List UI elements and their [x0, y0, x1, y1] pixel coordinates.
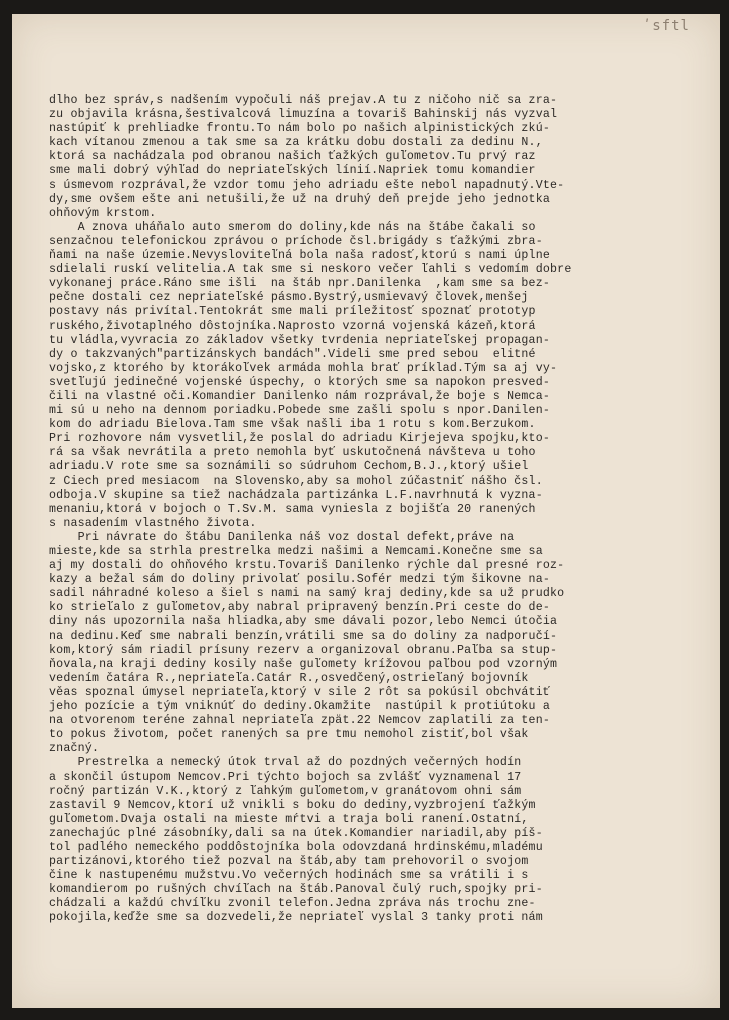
document-page — [12, 14, 720, 1008]
text-line: diny nás upozornila naša hliadka,aby sme dávali pozor,lebo Nemci útočia — [49, 615, 558, 629]
text-line: značný. — [49, 742, 100, 756]
text-line: senzačnou telefonickou zprávou o príchode čsl.brigády s ťažkými zbra- — [49, 234, 543, 248]
text-line: postavy nás privítal.Tentokrát sme mali príležitosť spoznať prototyp — [49, 305, 536, 319]
paragraph-3 — [49, 531, 699, 757]
text-line: Pri návrate do štábu Danilenka náš voz dostal defekt,práve na — [49, 530, 515, 544]
text-line: kom,ktorý sám riadil prísuny rezerv a organizoval obranu.Paľba sa stup- — [49, 643, 558, 657]
text-line: dy o takzvaných"partizánskych bandách".Videli sme pred sebou elitné — [49, 347, 536, 361]
text-line: tu vládla,vyvracia zo základov všetky tvrdenia nepriateľskej propagan- — [49, 333, 551, 347]
text-line: Pri rozhovore nám vysvetlil,že poslal do adriadu Kirjejeva spojku,kto- — [49, 432, 551, 446]
text-line: tol padlého nemeckého poddôstojníka bola odovzdaná hrdinskému,mladému — [49, 840, 543, 854]
text-line: A znova uháňalo auto smerom do doliny,kde nás na štábe čakali so — [49, 220, 536, 234]
text-line: ktorá sa nachádzala pod obranou našich ťažkých guľometov.Tu prvý raz — [49, 150, 536, 164]
text-line: čine k nastupenému mužstvu.Vo večerných hodinách sme sa vrátili i s — [49, 869, 529, 883]
text-line: svetľujú jedinečné vojenské úspechy, o ktorých sme sa napokon presved- — [49, 375, 551, 389]
text-line: pečne dostali cez nepriateľské pásmo.Bystrý,usmievavý človek,menšej — [49, 291, 529, 305]
text-line: nastúpiť k prehliadke frontu.To nám bolo po našich alpinistických zkú- — [49, 122, 551, 136]
text-line: ňovala,na kraji dediny kosily naše guľomety krížovou paľbou pod vzorným — [49, 657, 558, 671]
typewritten-text-body — [49, 94, 699, 926]
text-line: odboja.V skupine sa tiež nachádzala partizánka L.F.navrhnutá k vyzna- — [49, 488, 543, 502]
text-line: partizánovi,ktorého tiež pozval na štáb,aby tam prehovoril o svojom — [49, 855, 529, 869]
text-line: s úsmevom rozprával,že vzdor tomu jeho adriadu ešte nebol napadnutý.Vte- — [49, 178, 565, 192]
text-line: dlho bez správ,s nadšením vypočuli náš prejav.A tu z ničoho nič sa zra- — [49, 94, 558, 107]
text-line: komandierom po rušných chvíľach na štáb.Panoval čulý ruch,spojky pri- — [49, 883, 543, 897]
text-line: ňami na naše územie.Nevysloviteľná bola naša radosť,ktorú s nami úplne — [49, 249, 551, 263]
text-line: zu objavila krásna,šestivalcová limuzína a tovariš Bahinskij nás vyzval — [49, 108, 558, 122]
text-line: to pokus životom, počet ranených sa pre tmu nemohol zistiť,bol však — [49, 728, 529, 742]
text-line: z Čiech pred mesiacom na Slovensko,aby sa mohol zúčastniť nášho čsl. — [49, 474, 543, 488]
corner-handwritten-mark: ʹsftl — [642, 18, 690, 34]
text-line: vojsko,z ktorého by ktorákoľvek armáda mohla brať príklad.Tým sa aj vy- — [49, 361, 558, 375]
paragraph-1 — [49, 94, 699, 221]
text-line: kazy a bežal sám do doliny privolať posilu.Šofér medzi tým šikovne na- — [49, 573, 551, 587]
paragraph-2 — [49, 221, 699, 531]
text-line: čili na vlastné oči.Komandier Danilenko nám rozprával,že boje s Nemca- — [49, 389, 551, 403]
text-line: rá sa však nevrátila a preto nemohla byť uskutočnená návšteva u toho — [49, 446, 536, 460]
text-line: ročný partizán V.K.,ktorý z ľahkým guľometom,v granátovom ohni sám — [49, 784, 522, 798]
text-line: adriadu.V rote sme sa soznámili so súdruhom Čechom,B.J.,ktorý ušiel — [49, 460, 529, 474]
text-line: s nasadením vlastného života. — [49, 516, 257, 530]
text-line: kom do adriadu Bielova.Tam sme však našli iba 1 rotu s kom.Berzukom. — [49, 418, 536, 432]
paragraph-4 — [49, 756, 699, 925]
text-line: ko strieľalo z guľometov,aby nabral pripravený benzín.Pri ceste do de- — [49, 601, 551, 615]
text-line: sdielali ruskí velitelia.A tak sme si neskoro večer ľahli s vedomím dobre — [49, 263, 572, 277]
text-line: jeho pozície a tým vniknúť do dediny.Okamžite nastúpil k protiútoku a — [49, 700, 551, 714]
text-line: na dedinu.Keď sme nabrali benzín,vrátili sme sa do doliny za nadporučí- — [49, 629, 558, 643]
text-line: zastavil 9 Nemcov,ktorí už vnikli s boku do dediny,vyzbrojení ťažkým — [49, 798, 536, 812]
text-line: sadil náhradné koleso a šiel s nami na samý kraj dediny,kde sa už prudko — [49, 587, 565, 601]
text-line: mi sú u neho na dennom poriadku.Pobede sme zašli spolu s npor.Danilen- — [49, 404, 551, 418]
text-line: zanechajúc plné zásobníky,dali sa na útek.Komandier nariadil,aby píš- — [49, 826, 543, 840]
text-line: menaniu,ktorá v bojoch o T.Sv.M. sama vyniesla z bojišťa 20 ranených — [49, 502, 536, 516]
text-line: vedením čatára R.,nepriateľa.Čatár R.,osvedčený,ostrieľaný bojovník — [49, 671, 529, 685]
text-line: na otvorenom teréne zahnal nepriateľa zpät.22 Nemcov zaplatili za ten- — [49, 714, 551, 728]
text-line: aj my dostali do ohňového krstu.Tovariš Danilenko rýchle dal presné roz- — [49, 559, 565, 573]
text-line: věas spoznal úmysel nepriateľa,ktorý v sile 2 rôt sa pokúsil obchvátiť — [49, 685, 551, 699]
text-line: chádzali a každú chvíľku zvonil telefon.Jedna zpráva nás trochu zne- — [49, 897, 536, 911]
text-line: ohňovým krstom. — [49, 206, 157, 220]
text-line: Prestrelka a nemecký útok trval až do pozdných večerných hodín — [49, 756, 522, 770]
text-line: pokojila,keďže sme sa dozvedeli,že nepriateľ vyslal 3 tanky proti nám — [49, 911, 543, 925]
text-line: vykonanej práce.Ráno sme išli na štáb npr.Danilenka ,kam sme sa bez- — [49, 277, 551, 291]
text-line: mieste,kde sa strhla prestrelka medzi našimi a Nemcami.Konečne sme sa — [49, 545, 543, 558]
text-line: kach vítanou zmenou a tak sme sa za krátku dobu dostali za dedinu N., — [49, 136, 543, 150]
text-line: dy,sme ovšem ešte ani netušili,že už na druhý deň prejde jeho jednotka — [49, 192, 551, 206]
text-line: sme mali dobrý výhľad do nepriateľských línií.Napriek tomu komandier — [49, 164, 536, 178]
text-line: guľometom.Dvaja ostali na mieste mŕtvi a traja boli ranení.Ostatní, — [49, 812, 529, 826]
text-line: a skončil ústupom Nemcov.Pri týchto bojoch sa zvlášť vyznamenal 17 — [49, 770, 522, 784]
text-line: ruského,životaplného dôstojníka.Naprosto vzorná vojenská kázeň,ktorá — [49, 319, 536, 333]
